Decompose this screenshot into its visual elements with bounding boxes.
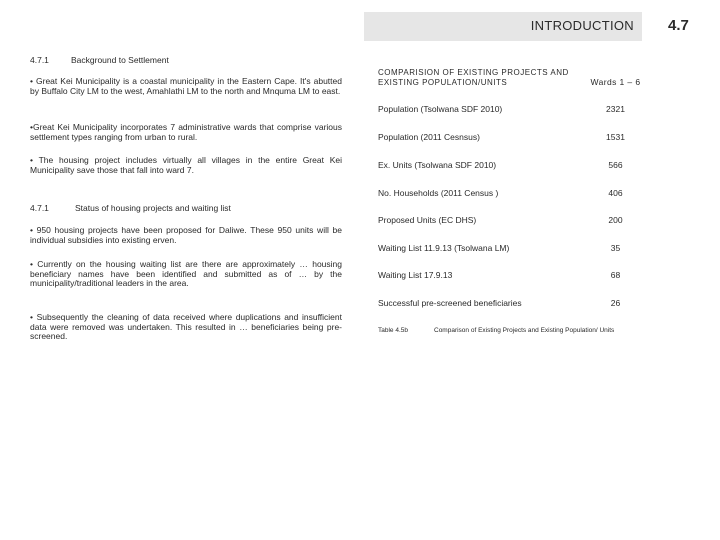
- paragraph: •Great Kei Municipality incorporates 7 administrative wards that comprise various settlement types ranging from urban to rural.: [30, 122, 342, 142]
- table-row: [378, 188, 658, 202]
- row-label: Waiting List 17.9.13: [378, 270, 453, 280]
- row-value: 35: [610, 243, 621, 253]
- table-row: [378, 243, 658, 257]
- row-label: Population (Tsolwana SDF 2010): [378, 104, 503, 114]
- paragraph: • The housing project includes virtually all villages in the entire Great Kei Municipality save those that fall into ward 7.: [30, 155, 342, 175]
- row-label: Successful pre-screened beneficiaries: [378, 298, 522, 308]
- section-number-label: 4.7.1: [30, 55, 49, 65]
- row-value: 1531: [606, 132, 625, 142]
- paragraph: • Currently on the housing waiting list are there are approximately … housing beneficiary names have been identified and submitted as of … by the municipality/traditional leaders in the area.: [30, 259, 342, 289]
- row-label: Ex. Units (Tsolwana SDF 2010): [378, 160, 497, 170]
- table-row: [378, 104, 658, 118]
- caption-number: Table 4.5b: [378, 327, 408, 334]
- row-label: Population (2011 Cesnsus): [378, 132, 480, 142]
- section-title: Status of housing projects and waiting list: [75, 203, 231, 213]
- table-row: [378, 215, 658, 229]
- table-row: [378, 298, 658, 312]
- section-title: Background to Settlement: [71, 55, 169, 65]
- row-value: 26: [610, 298, 621, 308]
- table-header-label: COMPARISION OF EXISTING PROJECTS AND EXISTING POPULATION/UNITS: [378, 68, 569, 87]
- row-value: 200: [608, 215, 623, 225]
- row-value: 68: [610, 270, 621, 280]
- table-row: [378, 160, 658, 174]
- header-bar: [364, 12, 642, 41]
- paragraph: • Subsequently the cleaning of data received where duplications and insufficient data were removed was undertaken. This resulted in … beneficiaries being pre-screened.: [30, 312, 342, 342]
- paragraph: • 950 housing projects have been proposed for Daliwe. These 950 units will be individual subsidies into existing erven.: [30, 225, 342, 245]
- table-row: [378, 270, 658, 284]
- row-value: 2321: [606, 104, 625, 114]
- table-row: [378, 132, 658, 146]
- row-label: Waiting List 11.9.13 (Tsolwana LM): [378, 243, 510, 253]
- row-label: No. Households (2011 Census ): [378, 188, 499, 198]
- row-value: 566: [608, 160, 623, 170]
- row-value: 406: [608, 188, 623, 198]
- section-number: 4.7: [668, 17, 689, 34]
- table-header-value: Wards 1 – 6: [590, 77, 641, 87]
- paragraph: • Great Kei Municipality is a coastal municipality in the Eastern Cape. It's abutted by Buffalo City LM to the west, Amahlathi LM to the north and Mnquma LM to east.: [30, 76, 342, 96]
- caption-text: Comparison of Existing Projects and Existing Population/ Units: [434, 327, 615, 334]
- row-label: Proposed Units (EC DHS): [378, 215, 477, 225]
- section-number-label: 4.7.1: [30, 203, 49, 213]
- page-title: INTRODUCTION: [530, 18, 634, 33]
